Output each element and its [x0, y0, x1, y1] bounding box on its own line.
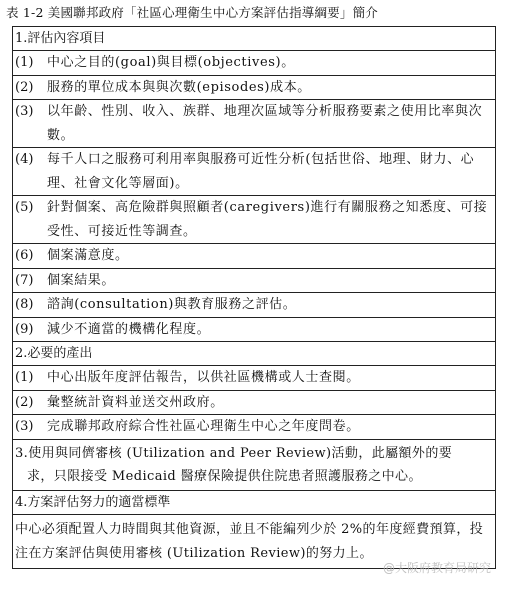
- section1-items: [13, 51, 495, 342]
- section4-body: 中心必須配置人力時間與其他資源，並且不能編列少於 2%的年度經費預算，投注在方案評估與使用審核 (Utilization Review)的努力上。: [15, 521, 484, 561]
- item-text: 中心出版年度評估報告，以供社區機構或人士查閱。: [47, 370, 360, 385]
- item-text: 減少不適當的機構化程度。: [47, 321, 211, 337]
- list-item: [13, 318, 495, 343]
- section4-title: 4.方案評估努力的適當標準: [13, 491, 495, 515]
- item-number: (8): [15, 297, 34, 312]
- item-number: (3): [15, 104, 34, 119]
- item-number: (1): [15, 370, 34, 385]
- section3-line1: 3.使用與同儕審核 (Utilization and Peer Review)活動，此屬額外的要: [15, 445, 453, 461]
- list-item: [13, 76, 495, 101]
- list-item: [13, 51, 495, 76]
- item-number: (3): [15, 419, 34, 434]
- section2-items: [13, 366, 495, 440]
- list-item: [13, 100, 495, 148]
- section2-title: 2.必要的產出: [13, 342, 495, 366]
- item-number: (1): [15, 55, 34, 70]
- item-number: (6): [15, 248, 34, 263]
- item-text: 每千人口之服務可利用率與服務可近性分析(包括世俗、地理、財力、心理、社會文化等層面)。: [47, 152, 475, 191]
- item-text: 針對個案、高危險群與照顧者(caregivers)進行有關服務之知悉度、可接受性、可接近性等調查。: [47, 200, 488, 239]
- guideline-table: [12, 26, 496, 569]
- item-number: (9): [15, 321, 34, 337]
- item-text: 完成聯邦政府綜合性社區心理衛生中心之年度問卷。: [47, 419, 360, 434]
- list-item: [13, 293, 495, 318]
- item-text: 個案結果。: [47, 272, 116, 288]
- list-item: [13, 196, 495, 244]
- list-item: [13, 391, 495, 416]
- item-number: (2): [15, 394, 34, 410]
- item-number: (7): [15, 272, 34, 288]
- item-text: 彙整統計資料並送交州政府。: [47, 394, 224, 410]
- list-item: [13, 244, 495, 269]
- section1-title: 1.評估內容項目: [13, 27, 495, 51]
- item-text: 以年齡、性別、收入、族群、地理次區域等分析服務要素之使用比率與次數。: [47, 104, 483, 143]
- table-caption: 表 1-2 美國聯邦政府「社區心理衛生中心方案評估指導綱要」簡介: [6, 5, 378, 20]
- item-text: 諮詢(consultation)與教育服務之評估。: [47, 297, 297, 312]
- list-item: [13, 415, 495, 440]
- item-text: 個案滿意度。: [47, 248, 129, 263]
- item-text: 中心之目的(goal)與目標(objectives)。: [47, 55, 295, 70]
- section3-block: [13, 440, 495, 491]
- list-item: [13, 366, 495, 391]
- item-text: 服務的單位成本與與次數(episodes)成本。: [47, 79, 311, 95]
- watermark: @大阪府教育局研究: [382, 561, 491, 575]
- item-number: (5): [15, 200, 34, 215]
- item-number: (4): [15, 152, 34, 167]
- list-item: [13, 269, 495, 294]
- item-number: (2): [15, 79, 34, 95]
- section3-line2: 求，只限接受 Medicaid 醫療保險提供住院患者照護服務之中心。: [27, 468, 422, 484]
- list-item: [13, 148, 495, 196]
